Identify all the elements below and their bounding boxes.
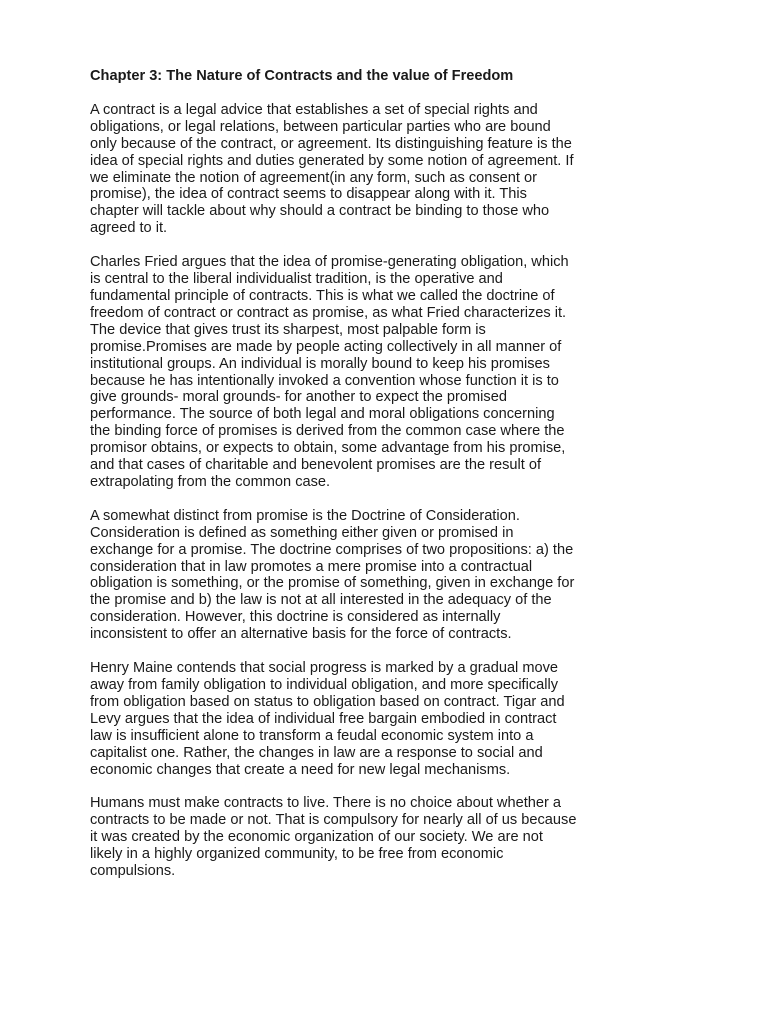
paragraph-line: it was created by the economic organization of our society. We are not (90, 829, 543, 846)
paragraph-line: freedom of contract or contract as promise, as what Fried characterizes it. (90, 304, 567, 321)
paragraph-line: promisor obtains, or expects to obtain, some advantage from his promise, (90, 440, 566, 457)
paragraph-1 (90, 102, 680, 237)
paragraph-line: compulsions. (90, 863, 176, 880)
paragraph-line: away from family obligation to individual obligation, and more specifically (90, 677, 559, 693)
paragraph-3 (90, 508, 680, 643)
paragraph-2 (90, 254, 680, 491)
paragraph-line: the binding force of promises is derived from the common case where the (90, 423, 565, 440)
paragraph-line: A contract is a legal advice that establishes a set of special rights and (90, 101, 538, 118)
paragraph-5 (90, 795, 680, 880)
paragraph-line: inconsistent to offer an alternative basis for the force of contracts. (90, 626, 512, 643)
paragraph-line: agreed to it. (90, 220, 168, 237)
paragraph-line: from obligation based on status to obligation based on contract. Tigar and (90, 693, 565, 710)
paragraph-line: consideration. However, this doctrine is considered as internally (90, 609, 501, 626)
paragraph-line: and that cases of charitable and benevolent promises are the result of (90, 457, 542, 474)
paragraph-line: performance. The source of both legal and moral obligations concerning (90, 406, 555, 423)
paragraph-line: consideration that in law promotes a mere promise into a contractual (90, 558, 533, 575)
paragraph-line: Levy argues that the idea of individual free bargain embodied in contract (90, 710, 557, 727)
paragraph-line: exchange for a promise. The doctrine comprises of two propositions: a) the (90, 541, 574, 558)
paragraph-line: promise.Promises are made by people acting collectively in all manner of (90, 338, 562, 355)
paragraph-line: The device that gives trust its sharpest, most palpable form is (90, 321, 486, 338)
paragraph-line: Henry Maine contends that social progress is marked by a gradual move (90, 660, 559, 677)
paragraph-line: obligation is something, or the promise of something, given in exchange for (90, 575, 575, 592)
paragraph-line: give grounds- moral grounds- for another to expect the promised (90, 389, 507, 406)
paragraph-line: capitalist one. Rather, the changes in law are a response to social and (90, 744, 543, 761)
paragraph-line: Charles Fried argues that the idea of promise-generating obligation, which (90, 254, 569, 271)
chapter-title: Chapter 3: The Nature of Contracts and the value of Freedom (90, 68, 514, 84)
paragraph-line: Consideration is defined as something either given or promised in (90, 524, 514, 541)
paragraph-line: extrapolating from the common case. (90, 473, 331, 490)
paragraph-line: promise), the idea of contract seems to disappear along with it. This (90, 186, 527, 203)
document-body (90, 68, 680, 897)
paragraph-line: Humans must make contracts to live. There is no choice about whether a (90, 795, 562, 812)
paragraph-line: law is insufficient alone to transform a feudal economic system into a (90, 727, 534, 744)
paragraph-line: the promise and b) the law is not at all interested in the adequacy of the (90, 592, 552, 609)
paragraph-line: is central to the liberal individualist tradition, is the operative and (90, 271, 503, 288)
paragraph-line: obligations, or legal relations, between particular parties who are bound (90, 118, 551, 135)
paragraph-line: economic changes that create a need for new legal mechanisms. (90, 761, 511, 778)
paragraph-line: contracts to be made or not. That is compulsory for nearly all of us because (90, 812, 577, 829)
paragraph-line: chapter will tackle about why should a contract be binding to those who (90, 203, 550, 220)
paragraph-line: because he has intentionally invoked a convention whose function it is to (90, 372, 559, 389)
paragraph-line: idea of special rights and duties generated by some notion of agreement. If (90, 152, 574, 169)
paragraph-4 (90, 660, 680, 778)
paragraph-line: likely in a highly organized community, to be free from economic (90, 846, 504, 863)
paragraph-line: we eliminate the notion of agreement(in any form, such as consent or (90, 169, 537, 186)
paragraph-line: A somewhat distinct from promise is the Doctrine of Consideration. (90, 507, 520, 524)
paragraph-line: institutional groups. An individual is morally bound to keep his promises (90, 355, 550, 372)
paragraph-line: only because of the contract, or agreement. Its distinguishing feature is the (90, 135, 572, 152)
paragraph-line: fundamental principle of contracts. This is what we called the doctrine of (90, 287, 555, 304)
